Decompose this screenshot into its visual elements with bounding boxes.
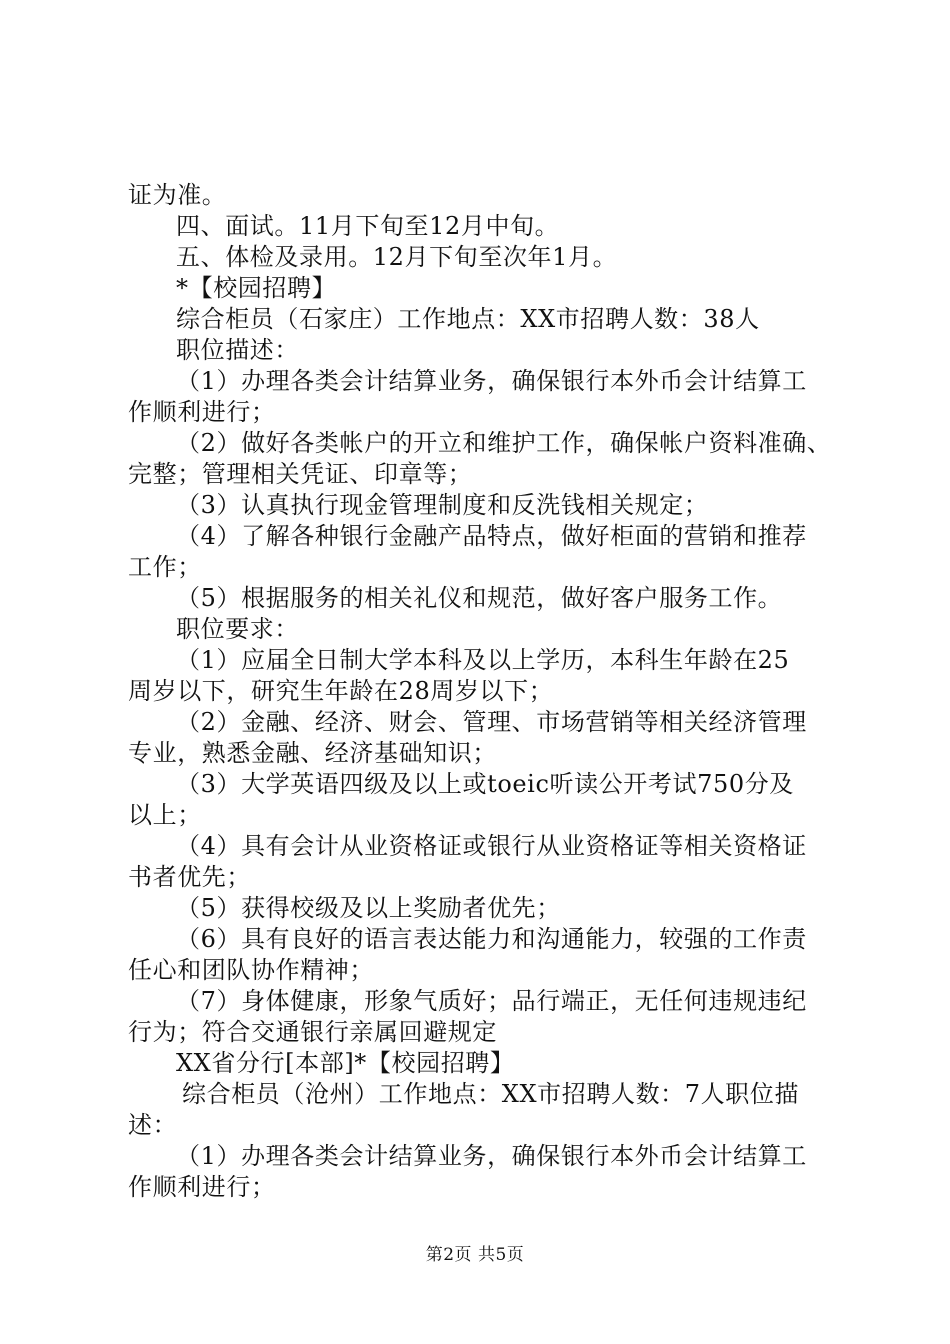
text-line: 专业，熟悉金融、经济基础知识； <box>128 739 497 767</box>
text-line: （3）认真执行现金管理制度和反洗钱相关规定； <box>176 491 709 519</box>
text-line: （1）应届全日制大学本科及以上学历，本科生年龄在25 <box>176 646 790 674</box>
text-line: *【校园招聘】 <box>176 274 337 302</box>
text-line: 行为；符合交通银行亲属回避规定 <box>128 1018 497 1046</box>
text-line: （1）办理各类会计结算业务，确保银行本外币会计结算工 <box>176 1142 807 1170</box>
text-line: 以上； <box>128 801 202 829</box>
text-line: （4）具有会计从业资格证或银行从业资格证等相关资格证 <box>176 832 807 860</box>
text-line: （5）获得校级及以上奖励者优先； <box>176 894 561 922</box>
text-line: 综合柜员（石家庄）工作地点：XX市招聘人数：38人 <box>176 305 760 333</box>
text-line: 职位描述： <box>176 336 299 364</box>
text-line: （2）做好各类帐户的开立和维护工作，确保帐户资料准确、 <box>176 429 832 457</box>
text-line: XX省分行[本部]*【校园招聘】 <box>176 1049 515 1077</box>
text-line: 证为准。 <box>128 181 227 209</box>
text-line: （3）大学英语四级及以上或toeic听读公开考试750分及 <box>176 770 794 798</box>
text-line: 任心和团队协作精神； <box>128 956 374 984</box>
text-line: 周岁以下，研究生年龄在28周岁以下； <box>128 677 554 705</box>
text-line: （1）办理各类会计结算业务，确保银行本外币会计结算工 <box>176 367 807 395</box>
text-line: 工作； <box>128 553 202 581</box>
text-line: 作顺利进行； <box>128 398 276 426</box>
text-line: 综合柜员（沧州）工作地点：XX市招聘人数：7人职位描 <box>182 1080 800 1108</box>
text-line: 书者优先； <box>128 863 251 891</box>
text-line: （4）了解各种银行金融产品特点，做好柜面的营销和推荐 <box>176 522 807 550</box>
text-line: （6）具有良好的语言表达能力和沟通能力，较强的工作责 <box>176 925 807 953</box>
text-line: （2）金融、经济、财会、管理、市场营销等相关经济管理 <box>176 708 807 736</box>
text-line: 作顺利进行； <box>128 1173 276 1201</box>
text-line: （7）身体健康，形象气质好；品行端正，无任何违规违纪 <box>176 987 807 1015</box>
page-number-label: 第2页 共5页 <box>425 1245 525 1265</box>
text-line: 五、体检及录用。12月下旬至次年1月。 <box>176 243 618 271</box>
text-line: 完整；管理相关凭证、印章等； <box>128 460 473 488</box>
text-line: 四、面试。11月下旬至12月中旬。 <box>176 212 560 240</box>
text-line: （5）根据服务的相关礼仪和规范，做好客户服务工作。 <box>176 584 783 612</box>
text-line: 述： <box>128 1111 178 1139</box>
page-footer <box>0 1244 950 1266</box>
text-line: 职位要求： <box>176 615 299 643</box>
